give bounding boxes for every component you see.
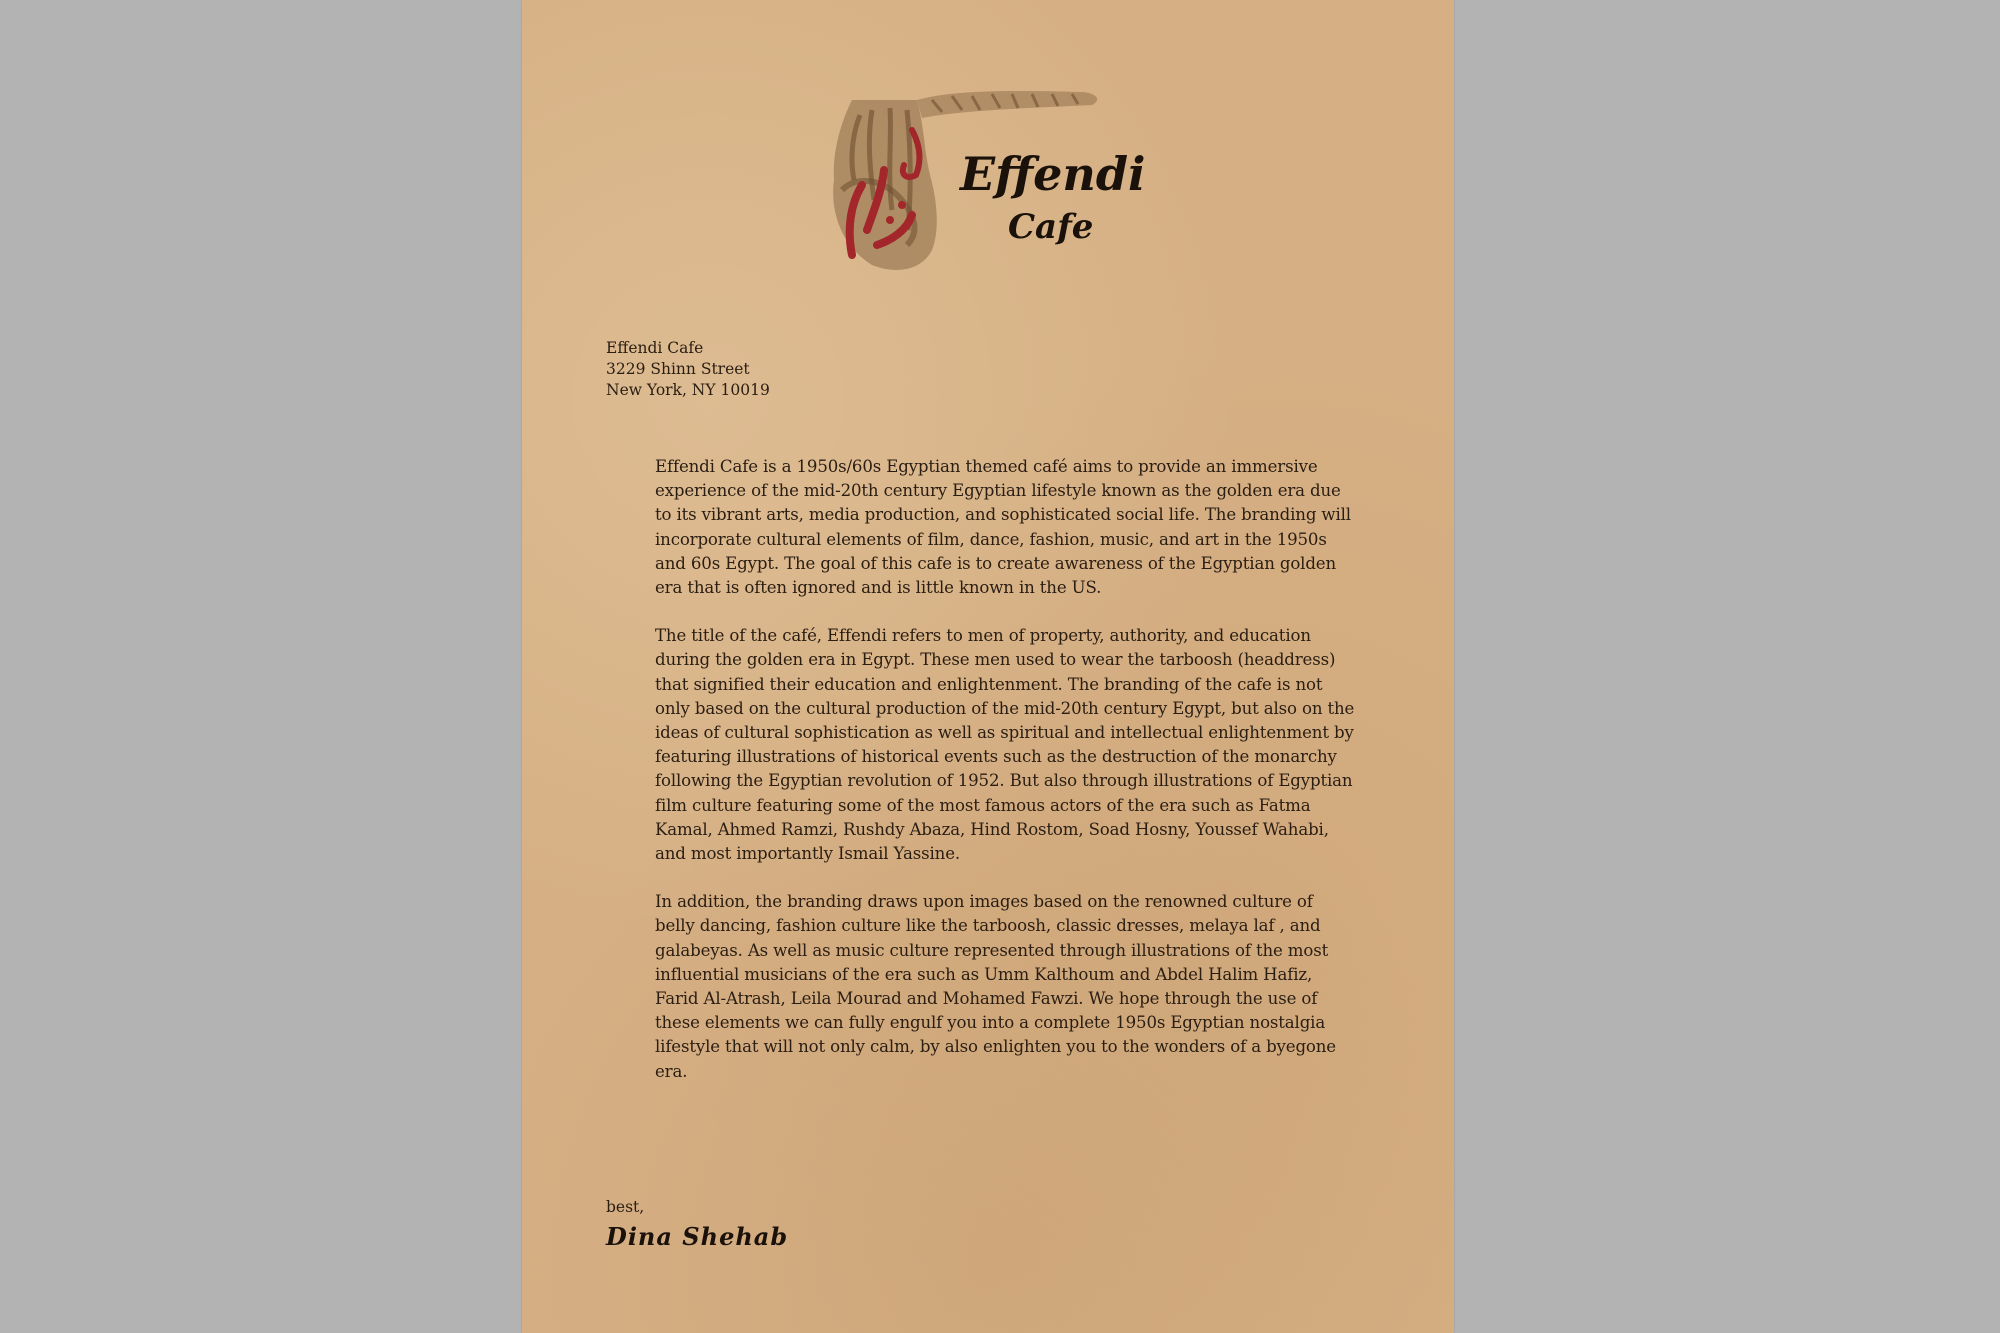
letter-closing: best, <box>606 1198 645 1216</box>
letter-paragraph-1: Effendi Cafe is a 1950s/60s Egyptian themed café aims to provide an immersive experience of the mid-20th century Egyptian lifestyle known as the golden era due to its vibrant arts, media production, and sophisticated social life. The branding will incorporate cultural elements of film, dance, fashion, music, and art in the 1950s and 60s Egypt. The goal of this cafe is to create awareness of the Egyptian golden era that is often ignored and is little known in the US. <box>655 457 1351 598</box>
letterhead-page <box>522 0 1454 1333</box>
sender-address <box>606 338 770 401</box>
letter-paragraph-2: The title of the café, Effendi refers to men of property, authority, and education during the golden era in Egypt. These men used to wear the tarboosh (headdress) that signified their education and enlightenment. The branding of the cafe is not only based on the cultural production of the mid-20th century Egypt, but also on the ideas of cultural sophistication as well as spiritual and intellectual enlightenment by featuring illustrations of historical events such as the destruction of the monarchy following the Egyptian revolution of 1952. But also through illustrations of Egyptian film culture featuring some of the most famous actors of the era such as Fatma Kamal, Ahmed Ramzi, Rushdy Abaza, Hind Rostom, Soad Hosny, Youssef Wahabi, and most importantly Ismail Yassine. <box>655 626 1355 864</box>
letter-paragraph-3: In addition, the branding draws upon images based on the renowned culture of belly dancing, fashion culture like the tarboosh, classic dresses, melaya laf , and galabeyas. As well as music culture represented through illustrations of the most influential musicians of the era such as Umm Kalthoum and Abdel Halim Hafiz, Farid Al-Atrash, Leila Mourad and Mohamed Fawzi. We hope through the use of these elements we can fully engulf you into a complete 1950s Egyptian nostalgia lifestyle that will not only calm, by also enlighten you to the wonders of a byegone era. <box>655 892 1336 1081</box>
address-line-name: Effendi Cafe <box>606 339 704 357</box>
logo-name-cafe: Cafe <box>1008 207 1094 247</box>
address-line-city: New York, NY 10019 <box>606 381 770 399</box>
signature: Dina Shehab <box>606 1222 789 1251</box>
letter-body <box>655 455 1355 1108</box>
effendi-cafe-logo <box>812 80 1162 280</box>
logo-name-effendi: Effendi <box>960 147 1146 201</box>
address-line-street: 3229 Shinn Street <box>606 360 750 378</box>
